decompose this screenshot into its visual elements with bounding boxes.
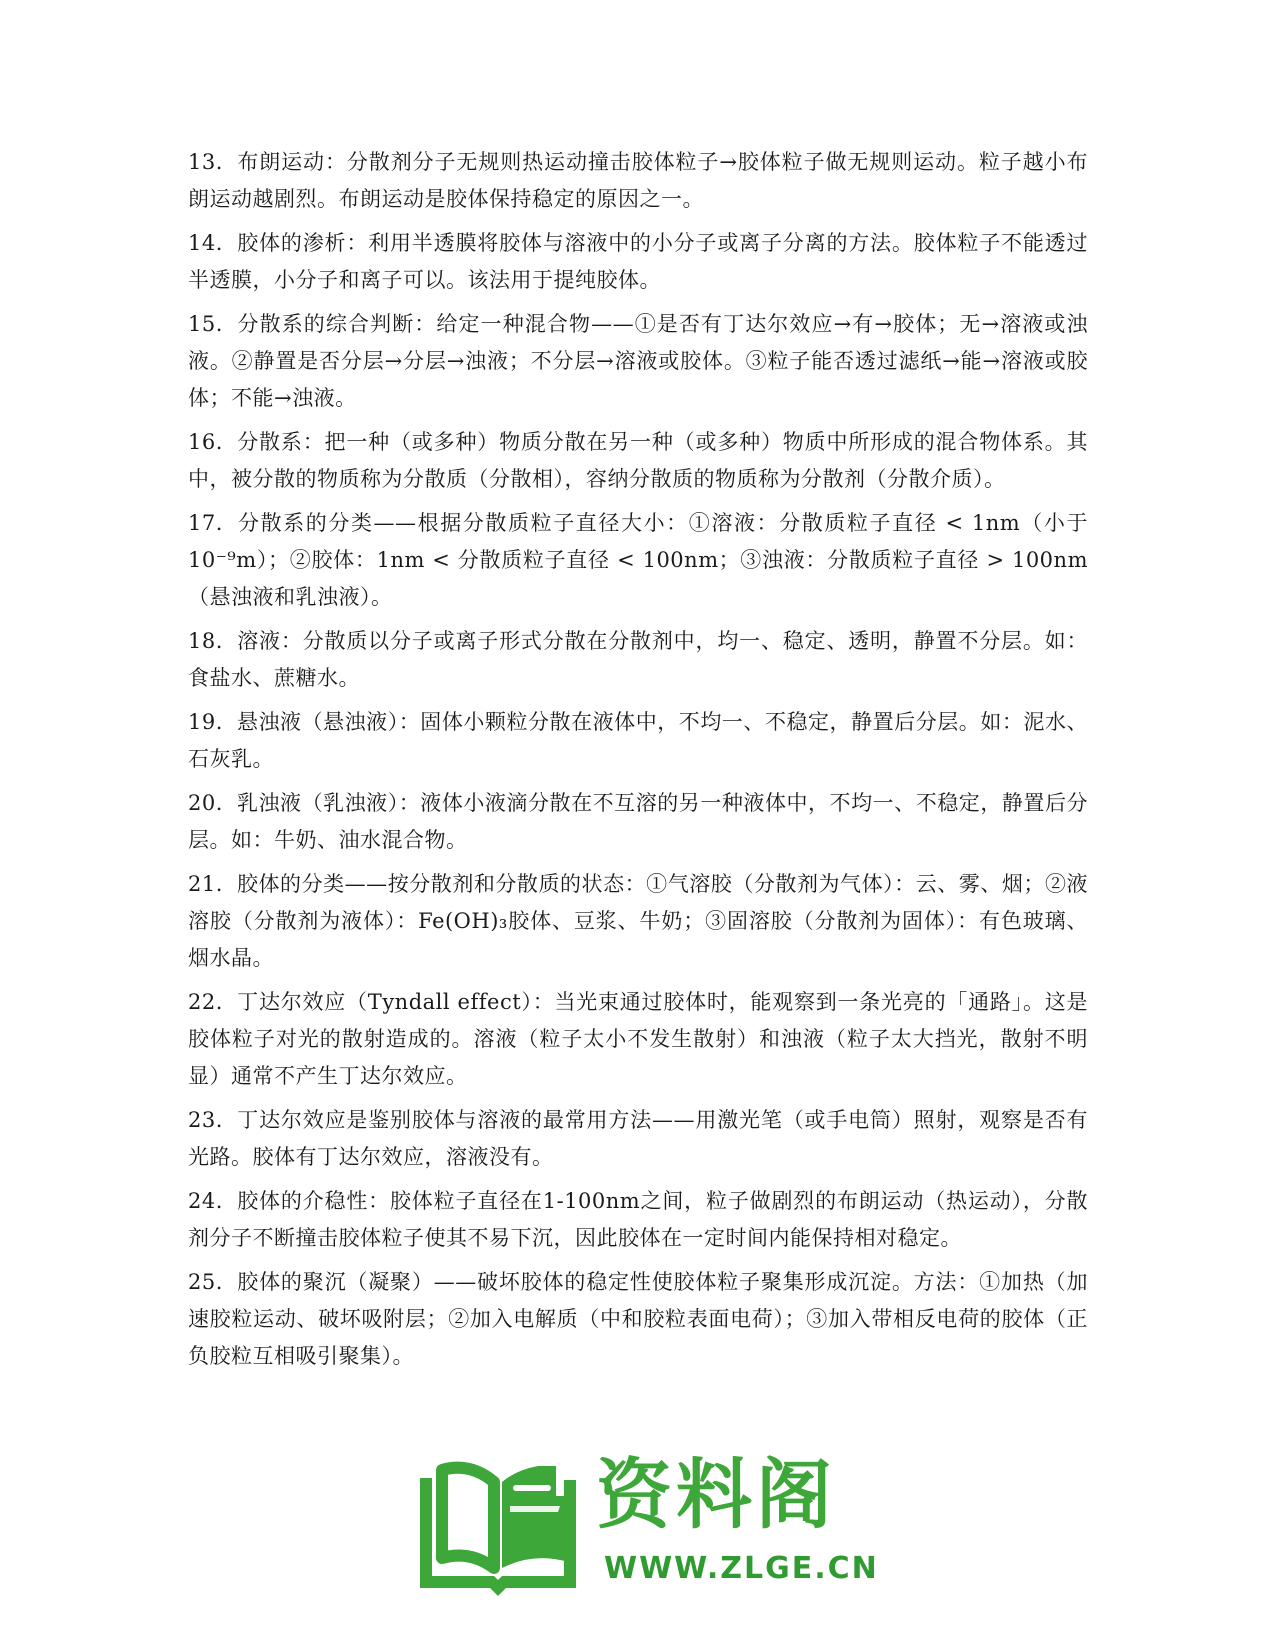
list-item (188, 306, 1088, 417)
item-text: 布朗运动：分散剂分子无规则热运动撞击胶体粒子→胶体粒子做无规则运动。粒子越小布朗运动越剧烈。布朗运动是胶体保持稳定的原因之一。 (188, 150, 1088, 211)
item-text: 溶液：分散质以分子或离子形式分散在分散剂中，均一、稳定、透明，静置不分层。如：食盐水、蔗糖水。 (188, 629, 1088, 690)
logo-url: WWW.ZLGE.CN (604, 1551, 879, 1586)
book-icon (398, 1440, 598, 1600)
item-number: 15. (188, 312, 223, 336)
item-text: 分散系：把一种（或多种）物质分散在另一种（或多种）物质中所形成的混合物体系。其中，被分散的物质称为分散质（分散相），容纳分散质的物质称为分散剂（分散介质）。 (188, 430, 1088, 491)
item-text: 胶体的分类——按分散剂和分散质的状态：①气溶胶（分散剂为气体）：云、雾、烟；②液溶胶（分散剂为液体）：Fe(OH)₃胶体、豆浆、牛奶；③固溶胶（分散剂为固体）：有色玻璃、烟水晶。 (188, 872, 1088, 970)
list-item (188, 1102, 1088, 1176)
item-number: 22. (188, 990, 223, 1014)
item-number: 24. (188, 1189, 223, 1213)
list-item (188, 785, 1088, 859)
item-text: 分散系的分类——根据分散质粒子直径大小：①溶液：分散质粒子直径 < 1nm（小于10⁻⁹m）；②胶体：1nm < 分散质粒子直径 < 100nm；③浊液：分散质粒子直径 > 100nm（悬浊液和乳浊液）。 (188, 511, 1088, 609)
item-text: 乳浊液（乳浊液）：液体小液滴分散在不互溶的另一种液体中，不均一、不稳定，静置后分层。如：牛奶、油水混合物。 (188, 791, 1088, 852)
logo-name: 资料阁 (596, 1450, 836, 1539)
item-text: 丁达尔效应（Tyndall effect）：当光束通过胶体时，能观察到一条光亮的「通路」。这是胶体粒子对光的散射造成的。溶液（粒子太小不发生散射）和浊液（粒子太大挡光，散射不明显）通常不产生丁达尔效应。 (188, 990, 1088, 1088)
item-text: 丁达尔效应是鉴别胶体与溶液的最常用方法——用激光笔（或手电筒）照射，观察是否有光路。胶体有丁达尔效应，溶液没有。 (188, 1108, 1088, 1169)
item-text: 悬浊液（悬浊液）：固体小颗粒分散在液体中，不均一、不稳定，静置后分层。如：泥水、石灰乳。 (188, 710, 1088, 771)
list-item (188, 1183, 1088, 1257)
item-number: 21. (188, 872, 223, 896)
list-item (188, 1264, 1088, 1375)
item-text: 胶体的介稳性：胶体粒子直径在1-100nm之间，粒子做剧烈的布朗运动（热运动），分散剂分子不断撞击胶体粒子使其不易下沉，因此胶体在一定时间内能保持相对稳定。 (188, 1189, 1088, 1250)
list-item (188, 225, 1088, 299)
item-text: 胶体的聚沉（凝聚）——破坏胶体的稳定性使胶体粒子聚集形成沉淀。方法：①加热（加速胶粒运动、破坏吸附层；②加入电解质（中和胶粒表面电荷）；③加入带相反电荷的胶体（正负胶粒互相吸引聚集）。 (188, 1270, 1088, 1368)
list-item (188, 984, 1088, 1095)
item-number: 16. (188, 430, 223, 454)
list-item (188, 424, 1088, 498)
site-logo (398, 1440, 878, 1600)
item-text: 胶体的渗析：利用半透膜将胶体与溶液中的小分子或离子分离的方法。胶体粒子不能透过半透膜，小分子和离子可以。该法用于提纯胶体。 (188, 231, 1088, 292)
item-number: 23. (188, 1108, 223, 1132)
item-number: 19. (188, 710, 223, 734)
list-item (188, 144, 1088, 218)
list-item (188, 505, 1088, 616)
item-number: 13. (188, 150, 223, 174)
item-number: 25. (188, 1270, 223, 1294)
item-number: 14. (188, 231, 223, 255)
item-number: 20. (188, 791, 223, 815)
item-number: 17. (188, 511, 223, 535)
item-number: 18. (188, 629, 223, 653)
document-body (188, 144, 1088, 1382)
item-text: 分散系的综合判断：给定一种混合物——①是否有丁达尔效应→有→胶体；无→溶液或浊液。②静置是否分层→分层→浊液；不分层→溶液或胶体。③粒子能否透过滤纸→能→溶液或胶体；不能→浊液。 (188, 312, 1088, 410)
list-item (188, 866, 1088, 977)
list-item (188, 623, 1088, 697)
list-item (188, 704, 1088, 778)
